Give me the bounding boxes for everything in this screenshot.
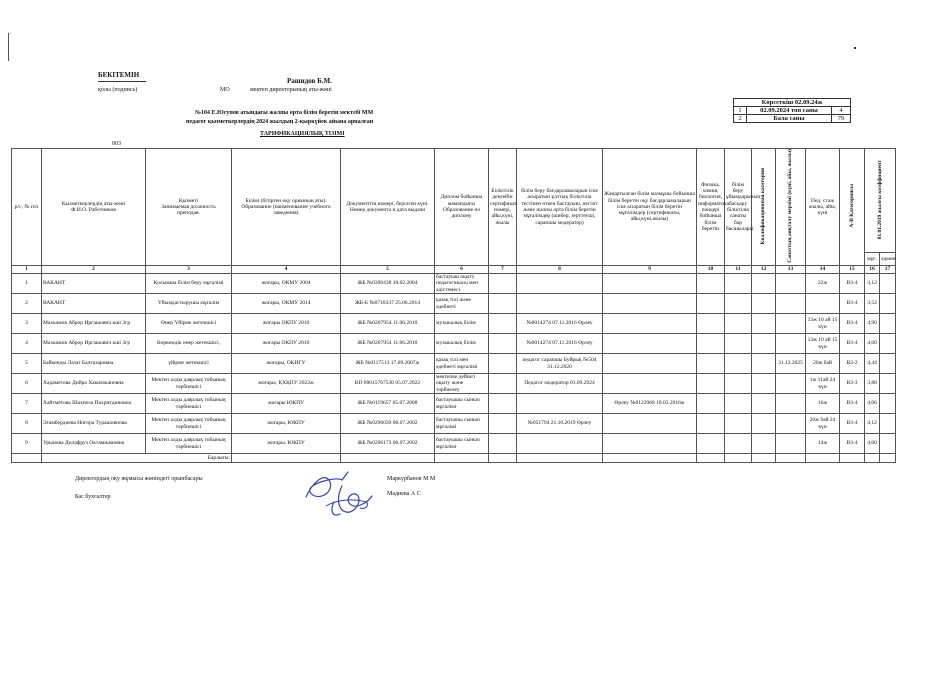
coef-admin-cell xyxy=(880,374,896,394)
col-number: 13 xyxy=(776,266,806,274)
table-body xyxy=(12,274,896,454)
category-end-cell xyxy=(776,374,806,394)
col-category-end xyxy=(776,149,806,266)
total-cell xyxy=(725,454,752,463)
employee-specialty: мектепке дейінгі оқыту және тәрбиелеу xyxy=(435,374,489,394)
employee-position: Мектеп алды даярлық тобының тәрбиешісі xyxy=(146,434,232,454)
approved-label: БЕКІТЕМІН xyxy=(98,71,140,79)
updated-content-cell xyxy=(603,374,697,394)
total-cell xyxy=(806,454,840,463)
row-number: 5 xyxy=(12,354,42,374)
col-name-kz: Қызметкерлердің аты-жөні xyxy=(61,200,126,207)
col-coef-teacher: мұғ. xyxy=(865,253,880,266)
table-row xyxy=(12,434,896,454)
national-test-cell: №051794 21.10.2019 Өрлеу xyxy=(517,414,603,434)
category-end-cell xyxy=(776,294,806,314)
total-label: Барлығы: xyxy=(42,454,232,463)
col-number: 2 xyxy=(42,266,146,274)
ab-category-cell: В3-4 xyxy=(840,414,865,434)
ab-category-cell: В3-4 xyxy=(840,334,865,354)
row-number: 7 xyxy=(12,394,42,414)
info-box-title: Көрсеткіш 02.09.24ж xyxy=(734,99,851,107)
stazh-cell: 13ж 10 ай 15 күн xyxy=(806,334,840,354)
signature-image xyxy=(296,462,386,522)
column-numbers-row xyxy=(12,266,896,274)
employee-position: Көркемдік өнер жетекшісі, xyxy=(146,334,232,354)
total-cell xyxy=(752,454,776,463)
row-number: 6 xyxy=(12,374,42,394)
stazh-cell: 1ж 11ай 24 күн xyxy=(806,374,840,394)
coef-admin-cell xyxy=(880,294,896,314)
ab-category-cell: В3-4 xyxy=(840,294,865,314)
updated-content-cell: Өрлеу №0122968 18.03.2016ж xyxy=(603,394,697,414)
employee-specialty: бастауыш оқыту педагогикасы мен әдістемесі xyxy=(435,274,489,294)
employee-name: Хайтметова Шахноза Пахритдиновна xyxy=(42,394,146,414)
employee-name: ВАКАНТ xyxy=(42,274,146,294)
employee-position: Мектеп алды даярлық тобының тәрбиешісі xyxy=(146,394,232,414)
coef-teacher-cell: 4,12 xyxy=(865,414,880,434)
col-number: 12 xyxy=(752,266,776,274)
employee-document: ЖБ-Б №0718337 25.06.2014 xyxy=(341,294,435,314)
management-cell xyxy=(725,434,752,454)
employee-specialty: бастауышы сынып мұғалімі xyxy=(435,394,489,414)
info-value: 79 xyxy=(832,115,851,123)
employee-specialty: қазақ тілі мен әдебиеті мұғалімі xyxy=(435,354,489,374)
coef-teacher-cell: 4,44 xyxy=(865,354,880,374)
row-number: 2 xyxy=(12,294,42,314)
category-cell xyxy=(752,314,776,334)
table-row xyxy=(12,274,896,294)
info-value: 4 xyxy=(832,107,851,115)
updated-content-cell xyxy=(603,434,697,454)
accountant-name: Мадиева А С xyxy=(387,491,421,497)
updated-content-cell xyxy=(603,314,697,334)
col-position-kz: Қызметі xyxy=(178,197,199,204)
table-row xyxy=(12,314,896,334)
col-ab-category xyxy=(840,149,865,266)
signature-label: қолы (подпись) xyxy=(98,87,138,93)
employee-document: BD 00015767530 05.07.2022 xyxy=(341,374,435,394)
doc-code: 003 xyxy=(112,141,121,147)
col-management: білім беру ұйымдарының басқару біліктілік санаты бар басшылары xyxy=(725,149,752,266)
col-national-test: білім беру бағдарламаларын іске асыратын ұлттық біліктілік тестінен өткен бастауыш, негізгі және жалпы орта білім беретін мұғалімдер (шибер, зерттеуші, сарапшы модератор) xyxy=(517,149,603,266)
qualification-cell xyxy=(489,434,517,454)
coef-teacher-cell: 4,90 xyxy=(865,314,880,334)
employee-position: Мектеп алды даярлық тобының тәрбиешісі xyxy=(146,374,232,394)
stazh-cell: 14ж xyxy=(806,434,840,454)
management-cell xyxy=(725,374,752,394)
row-number: 9 xyxy=(12,434,42,454)
national-test-cell xyxy=(517,274,603,294)
category-cell xyxy=(752,354,776,374)
employee-document: ЖБ №0390438 10.02.2004 xyxy=(341,274,435,294)
col-number: 11 xyxy=(725,266,752,274)
qualification-cell xyxy=(489,314,517,334)
science-cell xyxy=(697,294,725,314)
school-line: №104 Е.Юсупов атындағы жалпы орта білім беретін мектебі ММ xyxy=(195,110,374,116)
employee-specialty: бастауышы сынып мұғалімі xyxy=(435,434,489,454)
director-title: мектеп директорының аты-жөні xyxy=(250,87,332,93)
col-number: 14 xyxy=(806,266,840,274)
doc-title: ТАРИФИКАЦИЯЛЫҚ ТІЗІМІ xyxy=(260,131,345,137)
category-end-cell xyxy=(776,434,806,454)
ab-category-cell: В3-4 xyxy=(840,434,865,454)
employee-education: жоғары ОКПУ 2010 xyxy=(232,314,341,334)
total-cell xyxy=(12,454,42,463)
header-row xyxy=(12,149,896,253)
category-cell xyxy=(752,374,776,394)
category-cell xyxy=(752,414,776,434)
col-number: 17 xyxy=(880,266,896,274)
table-row xyxy=(12,394,896,414)
total-row xyxy=(12,454,896,463)
col-number: 8 xyxy=(517,266,603,274)
mo-label: МО xyxy=(220,87,230,93)
employee-document: ЖБ №0119657 05.07.2008 xyxy=(341,394,435,414)
ab-category-cell: В3-4 xyxy=(840,394,865,414)
science-cell xyxy=(697,354,725,374)
table-row xyxy=(12,354,896,374)
employee-education: жоғары, ҚХҚПУ 2022ж xyxy=(232,374,341,394)
col-stazh: Пед. стаж жылы, айы, күні xyxy=(806,149,840,266)
science-cell xyxy=(697,374,725,394)
updated-content-cell xyxy=(603,334,697,354)
col-position-extra: преподав. xyxy=(177,210,200,217)
coef-admin-cell xyxy=(880,274,896,294)
science-cell xyxy=(697,394,725,414)
employee-education: жоғары ОКПУ 2010 xyxy=(232,334,341,354)
employee-education: жоғары, ОКМУ 2014 xyxy=(232,294,341,314)
employee-name: Эгамбердиева Нигора Турашовнова xyxy=(42,414,146,434)
scan-mark xyxy=(8,33,9,61)
employee-document: ЖБ №0296039 06.07.2002 xyxy=(341,414,435,434)
row-number: 3 xyxy=(12,314,42,334)
management-cell xyxy=(725,314,752,334)
category-end-cell xyxy=(776,414,806,434)
col-ab-category-label: А-В Категориясы xyxy=(848,184,855,228)
col-science: Физика, химия, биология, информатика пәндері бойынша білім беретін xyxy=(697,149,725,266)
coef-admin-cell xyxy=(880,394,896,414)
employee-position: Қосымша білім беру мұғалімі xyxy=(146,274,232,294)
employee-education: жоғары, ОКМУ 2004 xyxy=(232,274,341,294)
col-position xyxy=(146,149,232,266)
ab-category-cell: В3-3 xyxy=(840,374,865,394)
info-num: 1 xyxy=(734,107,747,115)
info-num: 2 xyxy=(734,115,747,123)
national-test-cell: №0014274 07.11.2016 Өрлеу xyxy=(517,314,603,334)
col-position-ru: Занимаемая должность xyxy=(161,203,216,210)
total-cell xyxy=(435,454,489,463)
stazh-cell: 22ж xyxy=(806,274,840,294)
employee-position: Өнер Үйірме жетекшісі xyxy=(146,314,232,334)
col-category-end-label: Санаттың аяқталу мерзімі (күні, айы, жылы) xyxy=(787,149,794,263)
employee-name: Махкамов Аброр Иргашович кші 3гр xyxy=(42,334,146,354)
science-cell xyxy=(697,274,725,294)
col-number: 16 xyxy=(865,266,880,274)
science-cell xyxy=(697,414,725,434)
stazh-cell: 13ж 10 ай 15 күн xyxy=(806,314,840,334)
total-cell xyxy=(880,454,896,463)
col-category-label: Квалификационная категория xyxy=(760,167,767,245)
employee-name: Байконды Лазат Балтазаровна xyxy=(42,354,146,374)
employee-education: жоғары ЮКПУ xyxy=(232,394,341,414)
col-updated-content: Жаңартылған білім мазмұны бойынша білім беретін оқу бағдарламаларын іске асыратын білім беретін мұғалімдер (сертификаты, айы,күні,жылы) xyxy=(603,149,697,266)
stazh-cell: 16ж xyxy=(806,394,840,414)
employee-position: Үйымдастырушы мұғалім xyxy=(146,294,232,314)
category-end-cell: 31.12.2025 xyxy=(776,354,806,374)
management-cell xyxy=(725,274,752,294)
employee-education: жоғары, ОКИГУ xyxy=(232,354,341,374)
category-end-cell xyxy=(776,274,806,294)
qualification-cell xyxy=(489,394,517,414)
signature-line xyxy=(98,81,146,82)
qualification-cell xyxy=(489,274,517,294)
category-cell xyxy=(752,434,776,454)
info-label: 02.09.2024 топ саны xyxy=(747,107,832,115)
updated-content-cell xyxy=(603,354,697,374)
national-test-cell: педагог сарапшы Буйрық №504 31.12.2020 xyxy=(517,354,603,374)
col-name-ru: Ф.И.О. Работников xyxy=(71,207,116,214)
category-end-cell xyxy=(776,394,806,414)
total-cell xyxy=(840,454,865,463)
total-cell xyxy=(697,454,725,463)
col-number: 7 xyxy=(489,266,517,274)
col-number: 5 xyxy=(341,266,435,274)
col-number: 10 xyxy=(697,266,725,274)
col-education: Білімі (бітірген оқу орнының аты). Образование (наименование учебного заведения) xyxy=(232,149,341,266)
stazh-cell: 20ж 9ай 24 күн xyxy=(806,414,840,434)
ab-category-cell: В3-2 xyxy=(840,354,865,374)
science-cell xyxy=(697,334,725,354)
employee-document: ЖБ №0207954 11.06.2010 xyxy=(341,314,435,334)
col-number: 1 xyxy=(12,266,42,274)
row-number: 4 xyxy=(12,334,42,354)
scan-dot xyxy=(854,47,856,49)
col-number: 3 xyxy=(146,266,232,274)
col-number: 4 xyxy=(232,266,341,274)
col-number: 9 xyxy=(603,266,697,274)
table-row xyxy=(12,334,896,354)
col-number: 6 xyxy=(435,266,489,274)
employee-education: жоғары, ЮКПУ xyxy=(232,414,341,434)
col-category xyxy=(752,149,776,266)
national-test-cell: №0014274 07.11.2016 Өрлеу xyxy=(517,334,603,354)
category-cell xyxy=(752,394,776,414)
employee-specialty: музыкалық білім xyxy=(435,334,489,354)
total-cell xyxy=(776,454,806,463)
category-cell xyxy=(752,294,776,314)
national-test-cell xyxy=(517,294,603,314)
col-num: р/с, № п/п xyxy=(12,149,42,266)
employee-specialty: бастауышы сынып мұғалімі xyxy=(435,414,489,434)
col-number: 15 xyxy=(840,266,865,274)
col-qualification: Біліктілік деңгейін сертификат номері, айы,күні, жылы xyxy=(489,149,517,266)
employee-document: ЖБ №0207954 11.06.2010 xyxy=(341,334,435,354)
coef-admin-cell xyxy=(880,354,896,374)
table-row xyxy=(12,374,896,394)
coef-teacher-cell: 4,00 xyxy=(865,434,880,454)
category-cell xyxy=(752,274,776,294)
deputy-label: Директордың оқу жұмысы жөніндегі орынбасары xyxy=(75,476,203,482)
ab-category-cell: В3-4 xyxy=(840,274,865,294)
management-cell xyxy=(725,394,752,414)
science-cell xyxy=(697,314,725,334)
employee-name: Махкамов Аброр Иргашович кші 3гр xyxy=(42,314,146,334)
col-specialty: Диплом бойынша мамандығы Образование по диплому xyxy=(435,149,489,266)
management-cell xyxy=(725,294,752,314)
accountant-label: Бас бухгалтер xyxy=(75,494,111,500)
updated-content-cell xyxy=(603,294,697,314)
management-cell xyxy=(725,334,752,354)
col-coef-admin: әдмин xyxy=(880,253,896,266)
employee-specialty: музыкалық білім xyxy=(435,314,489,334)
col-name xyxy=(42,149,146,266)
science-cell xyxy=(697,434,725,454)
deputy-name: Маркурбанов М М xyxy=(387,476,436,482)
total-cell xyxy=(517,454,603,463)
total-cell xyxy=(865,454,880,463)
employee-specialty: қазақ тілі және әдебиеті xyxy=(435,294,489,314)
employee-name: Урынова Дилафруз Октамжановна xyxy=(42,434,146,454)
category-cell xyxy=(752,334,776,354)
category-end-cell xyxy=(776,334,806,354)
coef-teacher-cell: 4,12 xyxy=(865,274,880,294)
total-cell xyxy=(489,454,517,463)
qualification-cell xyxy=(489,334,517,354)
employee-name: ВАКАНТ xyxy=(42,294,146,314)
qualification-cell xyxy=(489,294,517,314)
coef-teacher-cell: 3,52 xyxy=(865,294,880,314)
stazh-cell xyxy=(806,294,840,314)
table-row xyxy=(12,414,896,434)
director-name: Рашидов Б.М. xyxy=(287,77,332,85)
employee-document: ЖБ №0117513 17.09.2007ж xyxy=(341,354,435,374)
employee-document: ЖБ №0296173 06.07.2002 xyxy=(341,434,435,454)
qualification-cell xyxy=(489,354,517,374)
updated-content-cell xyxy=(603,274,697,294)
employee-position: Мектеп алды даярлық тобының тәрбиешісі xyxy=(146,414,232,434)
qualification-cell xyxy=(489,414,517,434)
coef-teacher-cell: 3,88 xyxy=(865,374,880,394)
employee-name: Хадаметова Дийра Хакимжановна xyxy=(42,374,146,394)
qualification-cell xyxy=(489,374,517,394)
coef-teacher-cell: 4,06 xyxy=(865,394,880,414)
ab-category-cell: В3-4 xyxy=(840,314,865,334)
col-document: Документтің номері, берілген күні. Номер документа и дата выдачи xyxy=(341,149,435,266)
national-test-cell xyxy=(517,394,603,414)
total-cell xyxy=(603,454,697,463)
national-test-cell xyxy=(517,434,603,454)
coef-admin-cell xyxy=(880,334,896,354)
employee-education: жоғары, ЮКПУ xyxy=(232,434,341,454)
updated-content-cell xyxy=(603,414,697,434)
period-line: педагог қызметкерлердің 2024 жылдың 2-қыркүйек айына арналған xyxy=(186,119,374,125)
table-row xyxy=(12,294,896,314)
coef-admin-cell xyxy=(880,434,896,454)
coef-admin-cell xyxy=(880,314,896,334)
col-coef xyxy=(865,149,896,253)
tariff-table xyxy=(11,148,896,463)
stazh-cell: 20ж бай xyxy=(806,354,840,374)
employee-position: үйірме жетекшісі xyxy=(146,354,232,374)
national-test-cell: Педагог модератор 01.09.2024 xyxy=(517,374,603,394)
col-coef-label: 01.01.2019 жылғы коэффициент xyxy=(876,159,883,240)
coef-teacher-cell: 4,00 xyxy=(865,334,880,354)
management-cell xyxy=(725,354,752,374)
management-cell xyxy=(725,414,752,434)
category-end-cell xyxy=(776,314,806,334)
coef-admin-cell xyxy=(880,414,896,434)
row-number: 8 xyxy=(12,414,42,434)
info-label: Бала саны xyxy=(747,115,832,123)
row-number: 1 xyxy=(12,274,42,294)
info-box xyxy=(733,98,851,123)
